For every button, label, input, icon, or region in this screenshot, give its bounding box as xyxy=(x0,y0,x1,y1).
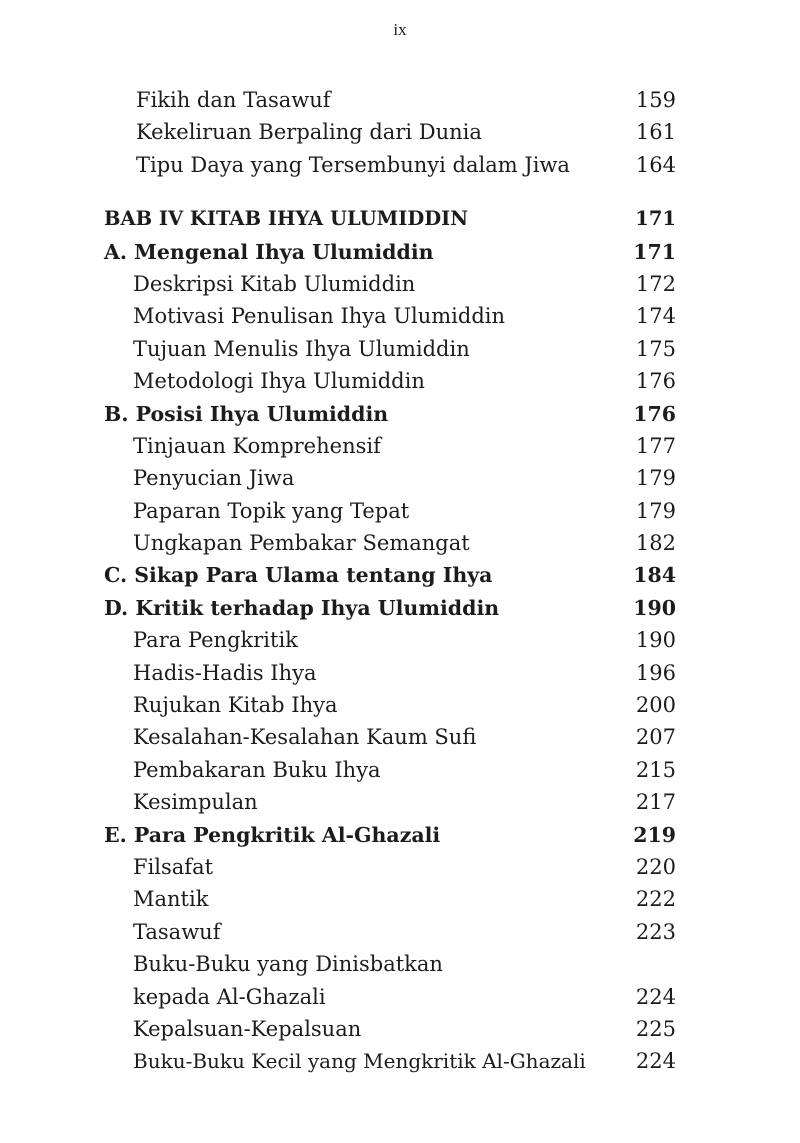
toc-entry-title: Hadis-Hadis Ihya xyxy=(133,660,317,685)
toc-chapter-heading xyxy=(104,203,676,235)
toc-section-title: E. Para Pengkritik Al-Ghazali xyxy=(104,822,441,847)
toc-entry xyxy=(104,430,676,462)
toc-section-page: 190 xyxy=(633,595,676,620)
toc-entry xyxy=(104,981,676,1013)
toc-entry-title: Penyucian Jiwa xyxy=(133,466,295,491)
toc-entry xyxy=(104,84,676,116)
toc-chapter-page: 171 xyxy=(635,207,676,231)
toc-entry xyxy=(104,268,676,300)
toc-section-heading xyxy=(104,559,676,591)
toc-entry xyxy=(104,527,676,559)
toc-entry-page: 177 xyxy=(635,433,676,458)
toc-entry-title: Para Pengkritik xyxy=(133,628,298,653)
page-number: ix xyxy=(393,20,407,39)
toc-entry xyxy=(104,851,676,883)
toc-entry-title: Ungkapan Pembakar Semangat xyxy=(133,531,470,556)
toc-entry-title: Buku-Buku Kecil yang Mengkritik Al-Ghazali xyxy=(133,1049,586,1074)
toc-section-heading xyxy=(104,398,676,430)
toc-entry-title: Tinjauan Komprehensif xyxy=(133,433,381,458)
toc-entry xyxy=(104,149,676,181)
toc-section-title: D. Kritik terhadap Ihya Ulumiddin xyxy=(104,595,500,620)
toc-section-title: B. Posisi Ihya Ulumiddin xyxy=(104,401,389,426)
toc-entry xyxy=(104,916,676,948)
toc-entry-title: Metodologi Ihya Ulumiddin xyxy=(133,369,425,394)
toc-section-page: 176 xyxy=(633,401,676,426)
toc-entry-title: Fikih dan Tasawuf xyxy=(136,88,331,112)
toc-entry-title: Kekeliruan Berpaling dari Dunia xyxy=(136,120,482,145)
toc-section-page: 219 xyxy=(633,822,676,847)
toc-section-page: 184 xyxy=(633,563,676,588)
toc-entry-page: 207 xyxy=(635,725,676,750)
toc-entry-page: 220 xyxy=(635,854,676,879)
toc-entry xyxy=(104,883,676,915)
toc-entry xyxy=(104,786,676,818)
toc-entry-page: 182 xyxy=(635,531,676,556)
toc-entry-title: Filsafat xyxy=(133,854,214,879)
toc-entry-title: Motivasi Penulisan Ihya Ulumiddin xyxy=(133,304,506,329)
toc-entry-title: kepada Al-Ghazali xyxy=(133,984,326,1009)
toc-entry-page: 172 xyxy=(635,271,676,296)
toc-entry xyxy=(104,365,676,397)
toc-entry-page: 215 xyxy=(635,757,676,782)
toc-entry xyxy=(104,495,676,527)
toc-entry xyxy=(104,462,676,494)
toc-section-heading xyxy=(104,236,676,268)
table-of-contents xyxy=(104,84,676,1078)
toc-entry-page: 175 xyxy=(635,336,676,361)
toc-entry xyxy=(104,333,676,365)
toc-entry xyxy=(104,300,676,332)
toc-entry xyxy=(104,116,676,148)
toc-entry-title: Tipu Daya yang Tersembunyi dalam Jiwa xyxy=(136,152,570,177)
toc-entry xyxy=(104,689,676,721)
toc-entry-page: 225 xyxy=(635,1016,676,1041)
toc-entry-title: Kepalsuan-Kepalsuan xyxy=(133,1016,362,1041)
toc-entry-title: Deskripsi Kitab Ulumiddin xyxy=(133,271,416,296)
toc-entry-page: 161 xyxy=(635,120,676,145)
toc-entry-page: 176 xyxy=(635,369,676,394)
toc-entry-page: 196 xyxy=(635,660,676,685)
toc-entry xyxy=(104,1045,676,1077)
toc-entry-page: 164 xyxy=(635,152,676,177)
toc-chapter-title: BAB IV KITAB IHYA ULUMIDDIN xyxy=(104,207,469,231)
toc-entry-page: 200 xyxy=(635,693,676,718)
toc-entry-page: 179 xyxy=(635,498,676,523)
toc-entry-page: 217 xyxy=(635,790,676,815)
toc-entry-title: Kesalahan-Kesalahan Kaum Sufi xyxy=(133,725,477,750)
toc-entry-page: 159 xyxy=(635,88,676,112)
toc-entry-page: 179 xyxy=(635,466,676,491)
toc-entry-title: Buku-Buku yang Dinisbatkan xyxy=(133,952,443,977)
toc-entry-page: 224 xyxy=(635,1049,676,1074)
toc-entry xyxy=(104,1013,676,1045)
toc-entry-page: 224 xyxy=(635,984,676,1009)
toc-entry-title: Pembakaran Buku Ihya xyxy=(133,757,381,782)
toc-entry-page: 222 xyxy=(635,887,676,912)
toc-entry xyxy=(104,624,676,656)
toc-section-heading xyxy=(104,819,676,851)
toc-entry-title: Tujuan Menulis Ihya Ulumiddin xyxy=(133,336,470,361)
toc-entry-title: Mantik xyxy=(133,887,209,912)
toc-section-title: A. Mengenal Ihya Ulumiddin xyxy=(104,239,434,264)
toc-entry xyxy=(104,948,676,980)
toc-section-page: 171 xyxy=(633,239,676,264)
toc-entry-title: Paparan Topik yang Tepat xyxy=(133,498,410,523)
toc-entry-title: Kesimpulan xyxy=(133,790,258,815)
toc-entry-title: Tasawuf xyxy=(133,919,221,944)
toc-entry-title: Rujukan Kitab Ihya xyxy=(133,693,338,718)
toc-section-heading xyxy=(104,592,676,624)
toc-entry xyxy=(104,721,676,753)
toc-entry xyxy=(104,657,676,689)
toc-entry xyxy=(104,754,676,786)
toc-entry-page: 190 xyxy=(635,628,676,653)
toc-section-title: C. Sikap Para Ulama tentang Ihya xyxy=(104,563,493,588)
toc-entry-page: 223 xyxy=(635,919,676,944)
toc-entry-page: 174 xyxy=(635,304,676,329)
